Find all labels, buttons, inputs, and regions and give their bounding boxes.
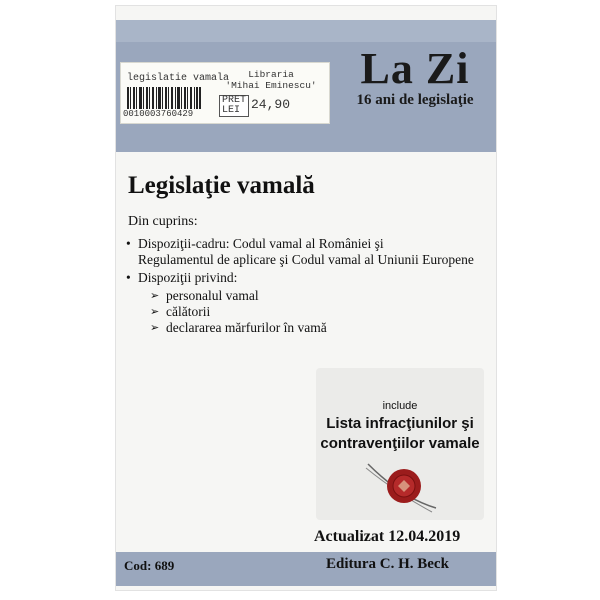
price-value: 24,90 — [251, 97, 291, 112]
barcode-number: 0010003760429 — [123, 109, 194, 119]
book-code: Cod: 689 — [124, 558, 175, 573]
list-item-line: Regulamentul de aplicare şi Codul vamal al Uniunii Europene — [138, 252, 474, 267]
brand-title: La Zi — [360, 44, 470, 93]
publisher: Editura C. H. Beck — [326, 556, 449, 572]
brand-logo — [344, 46, 486, 122]
store-line-1: Libraria — [248, 69, 294, 80]
list-item — [126, 236, 486, 268]
store-line-2: 'Mihai Eminescu' — [225, 80, 317, 91]
insert-panel — [316, 368, 484, 520]
sub-list-item — [126, 320, 486, 336]
arrow-icon: ➢ — [150, 290, 160, 302]
price-sticker — [120, 62, 330, 124]
list-item-line: Dispoziţii-cadru: Codul vamal al României şi — [138, 236, 384, 251]
bullet-icon: • — [126, 236, 131, 251]
wax-seal-icon — [362, 458, 442, 514]
book-cover — [116, 6, 496, 590]
arrow-icon: ➢ — [150, 322, 160, 334]
sub-list-item — [126, 304, 486, 320]
sub-item-label: călătorii — [166, 304, 211, 319]
price-label-line-1: PRET — [222, 95, 247, 106]
barcode-icon — [127, 87, 201, 109]
sub-item-label: declararea mărfurilor în vamă — [166, 320, 327, 335]
updated-date: Actualizat 12.04.2019 — [314, 528, 461, 545]
insert-title — [316, 414, 484, 454]
bullet-icon: • — [126, 270, 131, 285]
sub-item-label: personalul vamal — [166, 288, 259, 303]
contents-intro: Din cuprins: — [128, 214, 198, 229]
top-band-strip — [116, 20, 496, 42]
list-item — [126, 270, 486, 286]
book-title: Legislaţie vamală — [128, 172, 315, 199]
contents-list — [126, 236, 486, 336]
insert-line-1: Lista infracţiunilor şi — [326, 415, 474, 432]
sticker-label: legislatie vamala — [127, 73, 230, 84]
price-label — [219, 95, 249, 117]
price-label-line-2: LEI — [222, 105, 241, 116]
store-name — [221, 69, 321, 91]
insert-include: include — [382, 400, 418, 412]
brand-subtitle: 16 ani de legislaţie — [356, 92, 474, 108]
arrow-icon: ➢ — [150, 306, 160, 318]
list-item-line: Dispoziţii privind: — [138, 270, 238, 285]
sub-list-item — [126, 288, 486, 304]
insert-line-2: contravenţiilor vamale — [320, 435, 480, 452]
